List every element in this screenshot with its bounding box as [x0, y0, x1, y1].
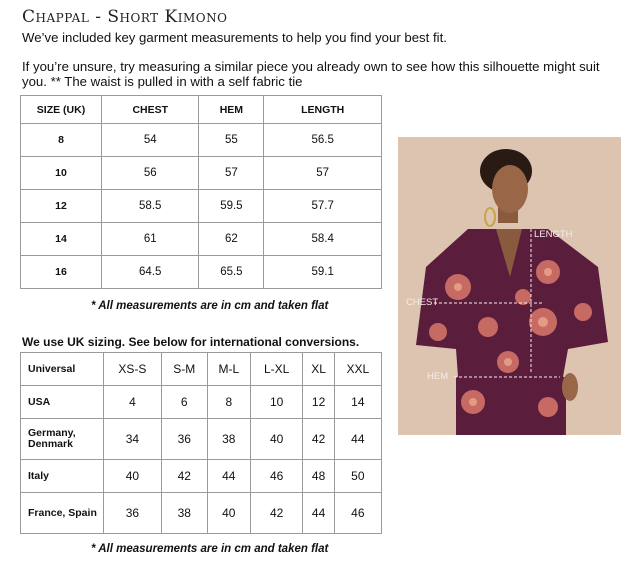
table-cell: 42 — [161, 460, 207, 493]
table-cell: 44 — [303, 493, 334, 534]
table-cell: 34 — [104, 419, 162, 460]
table-cell: 40 — [250, 419, 303, 460]
table-row — [21, 190, 382, 223]
row-label: USA — [21, 386, 104, 419]
table-cell: 42 — [303, 419, 334, 460]
header-cell: LENGTH — [264, 96, 382, 124]
measurement-note-2: * All measurements are in cm and taken flat — [91, 543, 329, 555]
table-row — [21, 386, 382, 419]
table-row — [21, 419, 382, 460]
table-cell: 44 — [207, 460, 250, 493]
table-cell: 36 — [104, 493, 162, 534]
table-cell: 58.5 — [102, 190, 199, 223]
table-cell: XXL — [334, 353, 381, 386]
table-cell: XL — [303, 353, 334, 386]
table-row — [21, 460, 382, 493]
header-cell: SIZE (UK) — [21, 96, 102, 124]
table-cell: 57.7 — [264, 190, 382, 223]
measurement-note: * All measurements are in cm and taken flat — [91, 300, 329, 312]
table-cell: 65.5 — [199, 256, 264, 289]
table-cell: 10 — [250, 386, 303, 419]
model-photo — [398, 137, 621, 435]
model-illustration — [398, 137, 621, 435]
table-cell: 48 — [303, 460, 334, 493]
table-cell: 40 — [207, 493, 250, 534]
size-cell: 8 — [21, 124, 102, 157]
table-row — [21, 124, 382, 157]
row-label: Italy — [21, 460, 104, 493]
table-cell: 61 — [102, 223, 199, 256]
intro-line-1: We’ve included key garment measurements to help you find your best fit. — [22, 30, 447, 45]
header-cell: HEM — [199, 96, 264, 124]
size-table-header — [21, 96, 382, 124]
chest-label: CHEST — [406, 297, 439, 308]
size-cell: 14 — [21, 223, 102, 256]
table-cell: 46 — [334, 493, 381, 534]
table-cell: XS-S — [104, 353, 162, 386]
table-row — [21, 256, 382, 289]
size-table — [20, 95, 382, 289]
conversion-title: We use UK sizing. See below for international conversions. — [22, 335, 360, 349]
table-cell: 42 — [250, 493, 303, 534]
table-cell: 44 — [334, 419, 381, 460]
table-cell: 46 — [250, 460, 303, 493]
table-cell: 14 — [334, 386, 381, 419]
table-row — [21, 223, 382, 256]
table-cell: 50 — [334, 460, 381, 493]
table-cell: 12 — [303, 386, 334, 419]
table-cell: S-M — [161, 353, 207, 386]
table-cell: 57 — [264, 157, 382, 190]
table-cell: 8 — [207, 386, 250, 419]
table-cell: 57 — [199, 157, 264, 190]
table-cell: 56 — [102, 157, 199, 190]
page-title: Chappal - Short Kimono — [22, 7, 228, 27]
table-cell: 40 — [104, 460, 162, 493]
intro-line-2: If you’re unsure, try measuring a similar piece you already own to see how this silhouette might suit you. ** The waist is pulled in with a self fabric tie — [22, 59, 600, 89]
row-label: Universal — [21, 353, 104, 386]
header-cell: CHEST — [102, 96, 199, 124]
intro-text — [22, 30, 622, 89]
table-cell: 38 — [161, 493, 207, 534]
length-label: LENGTH — [534, 229, 573, 240]
table-cell: 58.4 — [264, 223, 382, 256]
row-label: Germany, Denmark — [21, 419, 104, 460]
table-cell: 59.5 — [199, 190, 264, 223]
table-row — [21, 353, 382, 386]
row-label: France, Spain — [21, 493, 104, 534]
table-cell: 55 — [199, 124, 264, 157]
hem-label: HEM — [427, 371, 449, 382]
table-cell: L-XL — [250, 353, 303, 386]
table-cell: 56.5 — [264, 124, 382, 157]
face-shape — [492, 165, 528, 213]
size-cell: 12 — [21, 190, 102, 223]
table-cell: 38 — [207, 419, 250, 460]
conversion-table — [20, 352, 382, 534]
table-cell: 64.5 — [102, 256, 199, 289]
table-cell: 54 — [102, 124, 199, 157]
size-cell: 16 — [21, 256, 102, 289]
table-row — [21, 157, 382, 190]
table-cell: 4 — [104, 386, 162, 419]
hand-shape — [562, 373, 578, 401]
table-cell: M-L — [207, 353, 250, 386]
table-cell: 36 — [161, 419, 207, 460]
size-cell: 10 — [21, 157, 102, 190]
table-cell: 62 — [199, 223, 264, 256]
table-cell: 6 — [161, 386, 207, 419]
table-row — [21, 493, 382, 534]
table-cell: 59.1 — [264, 256, 382, 289]
